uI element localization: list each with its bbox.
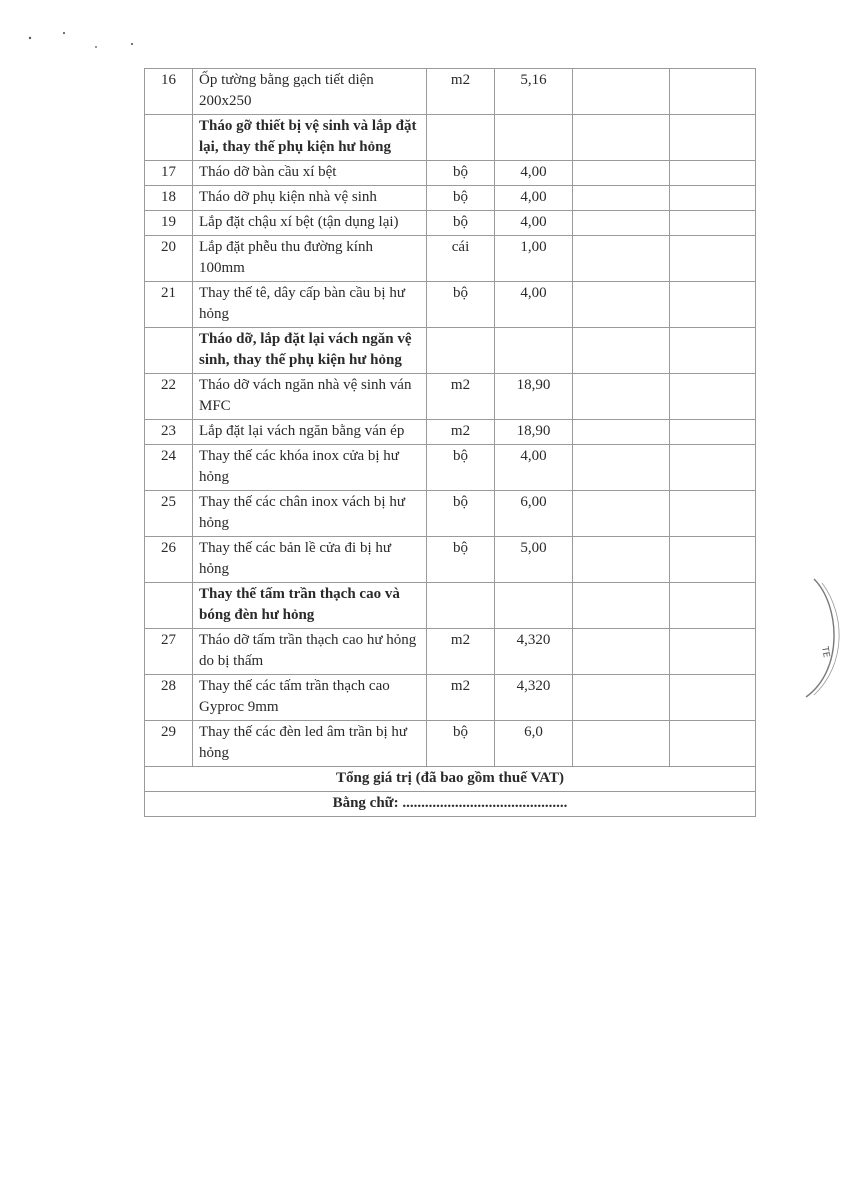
item-unit-price xyxy=(573,675,670,721)
item-amount xyxy=(670,537,756,583)
item-quantity: 18,90 xyxy=(495,374,573,420)
table-row xyxy=(145,161,756,186)
item-amount xyxy=(670,721,756,767)
item-unit: bộ xyxy=(427,491,495,537)
section-row xyxy=(145,583,756,629)
item-number: 19 xyxy=(145,211,193,236)
item-description: Tháo gỡ thiết bị vệ sinh và lắp đặt lại, thay thế phụ kiện hư hỏng xyxy=(193,115,427,161)
table-row xyxy=(145,211,756,236)
item-description: Lắp đặt lại vách ngăn bằng ván ép xyxy=(193,420,427,445)
item-number: 21 xyxy=(145,282,193,328)
item-unit-price xyxy=(573,420,670,445)
item-quantity: 6,00 xyxy=(495,491,573,537)
scan-specks xyxy=(0,0,844,60)
item-description: Tháo dỡ vách ngăn nhà vệ sinh ván MFC xyxy=(193,374,427,420)
item-amount xyxy=(670,491,756,537)
item-description: Thay thế các chân inox vách bị hư hỏng xyxy=(193,491,427,537)
item-quantity: 4,00 xyxy=(495,186,573,211)
item-unit-price xyxy=(573,236,670,282)
table-row xyxy=(145,537,756,583)
item-quantity: 5,16 xyxy=(495,69,573,115)
table-row xyxy=(145,675,756,721)
item-amount xyxy=(670,328,756,374)
item-description: Ốp tường bằng gạch tiết diện 200x250 xyxy=(193,69,427,115)
item-amount xyxy=(670,211,756,236)
item-description: Tháo dỡ bàn cầu xí bệt xyxy=(193,161,427,186)
item-unit: m2 xyxy=(427,420,495,445)
item-unit-price xyxy=(573,537,670,583)
item-amount xyxy=(670,186,756,211)
item-unit-price xyxy=(573,328,670,374)
item-quantity: 1,00 xyxy=(495,236,573,282)
item-quantity: 4,00 xyxy=(495,282,573,328)
work-items-table xyxy=(144,68,756,817)
item-quantity: 4,320 xyxy=(495,675,573,721)
item-unit: bộ xyxy=(427,721,495,767)
item-unit-price xyxy=(573,161,670,186)
table-row xyxy=(145,374,756,420)
svg-text:TE: TE xyxy=(819,645,831,659)
amount-in-words-label: Bằng chữ: ............................................ xyxy=(145,792,756,817)
item-quantity: 4,00 xyxy=(495,445,573,491)
item-quantity: 4,320 xyxy=(495,629,573,675)
item-description: Tháo dỡ tấm trần thạch cao hư hỏng do bị thấm xyxy=(193,629,427,675)
item-number: 28 xyxy=(145,675,193,721)
item-unit: bộ xyxy=(427,186,495,211)
amount-in-words-row xyxy=(145,792,756,817)
item-unit: m2 xyxy=(427,675,495,721)
item-quantity: 5,00 xyxy=(495,537,573,583)
item-amount xyxy=(670,236,756,282)
item-description: Lắp đặt phễu thu đường kính 100mm xyxy=(193,236,427,282)
item-description: Tháo dỡ, lắp đặt lại vách ngăn vệ sinh, thay thế phụ kiện hư hỏng xyxy=(193,328,427,374)
item-description: Thay thế các bản lề cửa đi bị hư hỏng xyxy=(193,537,427,583)
section-row xyxy=(145,115,756,161)
item-unit-price xyxy=(573,115,670,161)
item-unit: cái xyxy=(427,236,495,282)
item-description: Thay thế các khóa inox cửa bị hư hỏng xyxy=(193,445,427,491)
item-quantity xyxy=(495,583,573,629)
item-unit-price xyxy=(573,69,670,115)
item-unit: bộ xyxy=(427,282,495,328)
item-description: Thay thế các đèn led âm trần bị hư hỏng xyxy=(193,721,427,767)
item-quantity xyxy=(495,328,573,374)
item-unit-price xyxy=(573,374,670,420)
item-unit-price xyxy=(573,211,670,236)
table-row xyxy=(145,491,756,537)
item-number: 24 xyxy=(145,445,193,491)
item-amount xyxy=(670,161,756,186)
item-quantity: 6,0 xyxy=(495,721,573,767)
table-row xyxy=(145,420,756,445)
item-unit: bộ xyxy=(427,161,495,186)
stamp-fragment xyxy=(800,575,844,700)
item-amount xyxy=(670,374,756,420)
item-unit-price xyxy=(573,583,670,629)
item-amount xyxy=(670,115,756,161)
item-amount xyxy=(670,583,756,629)
item-number: 16 xyxy=(145,69,193,115)
item-number xyxy=(145,115,193,161)
item-number: 27 xyxy=(145,629,193,675)
table-body xyxy=(145,69,756,767)
item-number: 29 xyxy=(145,721,193,767)
table-row xyxy=(145,721,756,767)
item-unit-price xyxy=(573,445,670,491)
item-description: Thay thế các tấm trần thạch cao Gyproc 9mm xyxy=(193,675,427,721)
item-unit: bộ xyxy=(427,537,495,583)
item-quantity: 18,90 xyxy=(495,420,573,445)
item-description: Tháo dỡ phụ kiện nhà vệ sinh xyxy=(193,186,427,211)
total-row xyxy=(145,767,756,792)
table-row xyxy=(145,236,756,282)
item-number: 26 xyxy=(145,537,193,583)
item-quantity xyxy=(495,115,573,161)
table-row xyxy=(145,69,756,115)
item-unit: bộ xyxy=(427,445,495,491)
item-unit: m2 xyxy=(427,629,495,675)
item-amount xyxy=(670,675,756,721)
section-row xyxy=(145,328,756,374)
item-description: Thay thế tấm trần thạch cao và bóng đèn hư hỏng xyxy=(193,583,427,629)
table-row xyxy=(145,186,756,211)
item-number: 23 xyxy=(145,420,193,445)
item-number xyxy=(145,328,193,374)
item-unit xyxy=(427,115,495,161)
table-row xyxy=(145,445,756,491)
item-amount xyxy=(670,420,756,445)
item-number xyxy=(145,583,193,629)
item-number: 20 xyxy=(145,236,193,282)
table-row xyxy=(145,282,756,328)
item-amount xyxy=(670,69,756,115)
item-number: 17 xyxy=(145,161,193,186)
item-amount xyxy=(670,445,756,491)
item-number: 22 xyxy=(145,374,193,420)
item-description: Lắp đặt chậu xí bệt (tận dụng lại) xyxy=(193,211,427,236)
item-amount xyxy=(670,282,756,328)
item-description: Thay thế tê, dây cấp bàn cầu bị hư hỏng xyxy=(193,282,427,328)
item-unit-price xyxy=(573,629,670,675)
item-unit-price xyxy=(573,721,670,767)
item-unit xyxy=(427,328,495,374)
item-unit-price xyxy=(573,491,670,537)
item-unit: bộ xyxy=(427,211,495,236)
table-row xyxy=(145,629,756,675)
total-label: Tổng giá trị (đã bao gồm thuế VAT) xyxy=(145,767,756,792)
item-amount xyxy=(670,629,756,675)
item-unit xyxy=(427,583,495,629)
item-unit: m2 xyxy=(427,374,495,420)
item-quantity: 4,00 xyxy=(495,211,573,236)
item-number: 18 xyxy=(145,186,193,211)
item-unit: m2 xyxy=(427,69,495,115)
item-quantity: 4,00 xyxy=(495,161,573,186)
item-unit-price xyxy=(573,186,670,211)
item-number: 25 xyxy=(145,491,193,537)
item-unit-price xyxy=(573,282,670,328)
